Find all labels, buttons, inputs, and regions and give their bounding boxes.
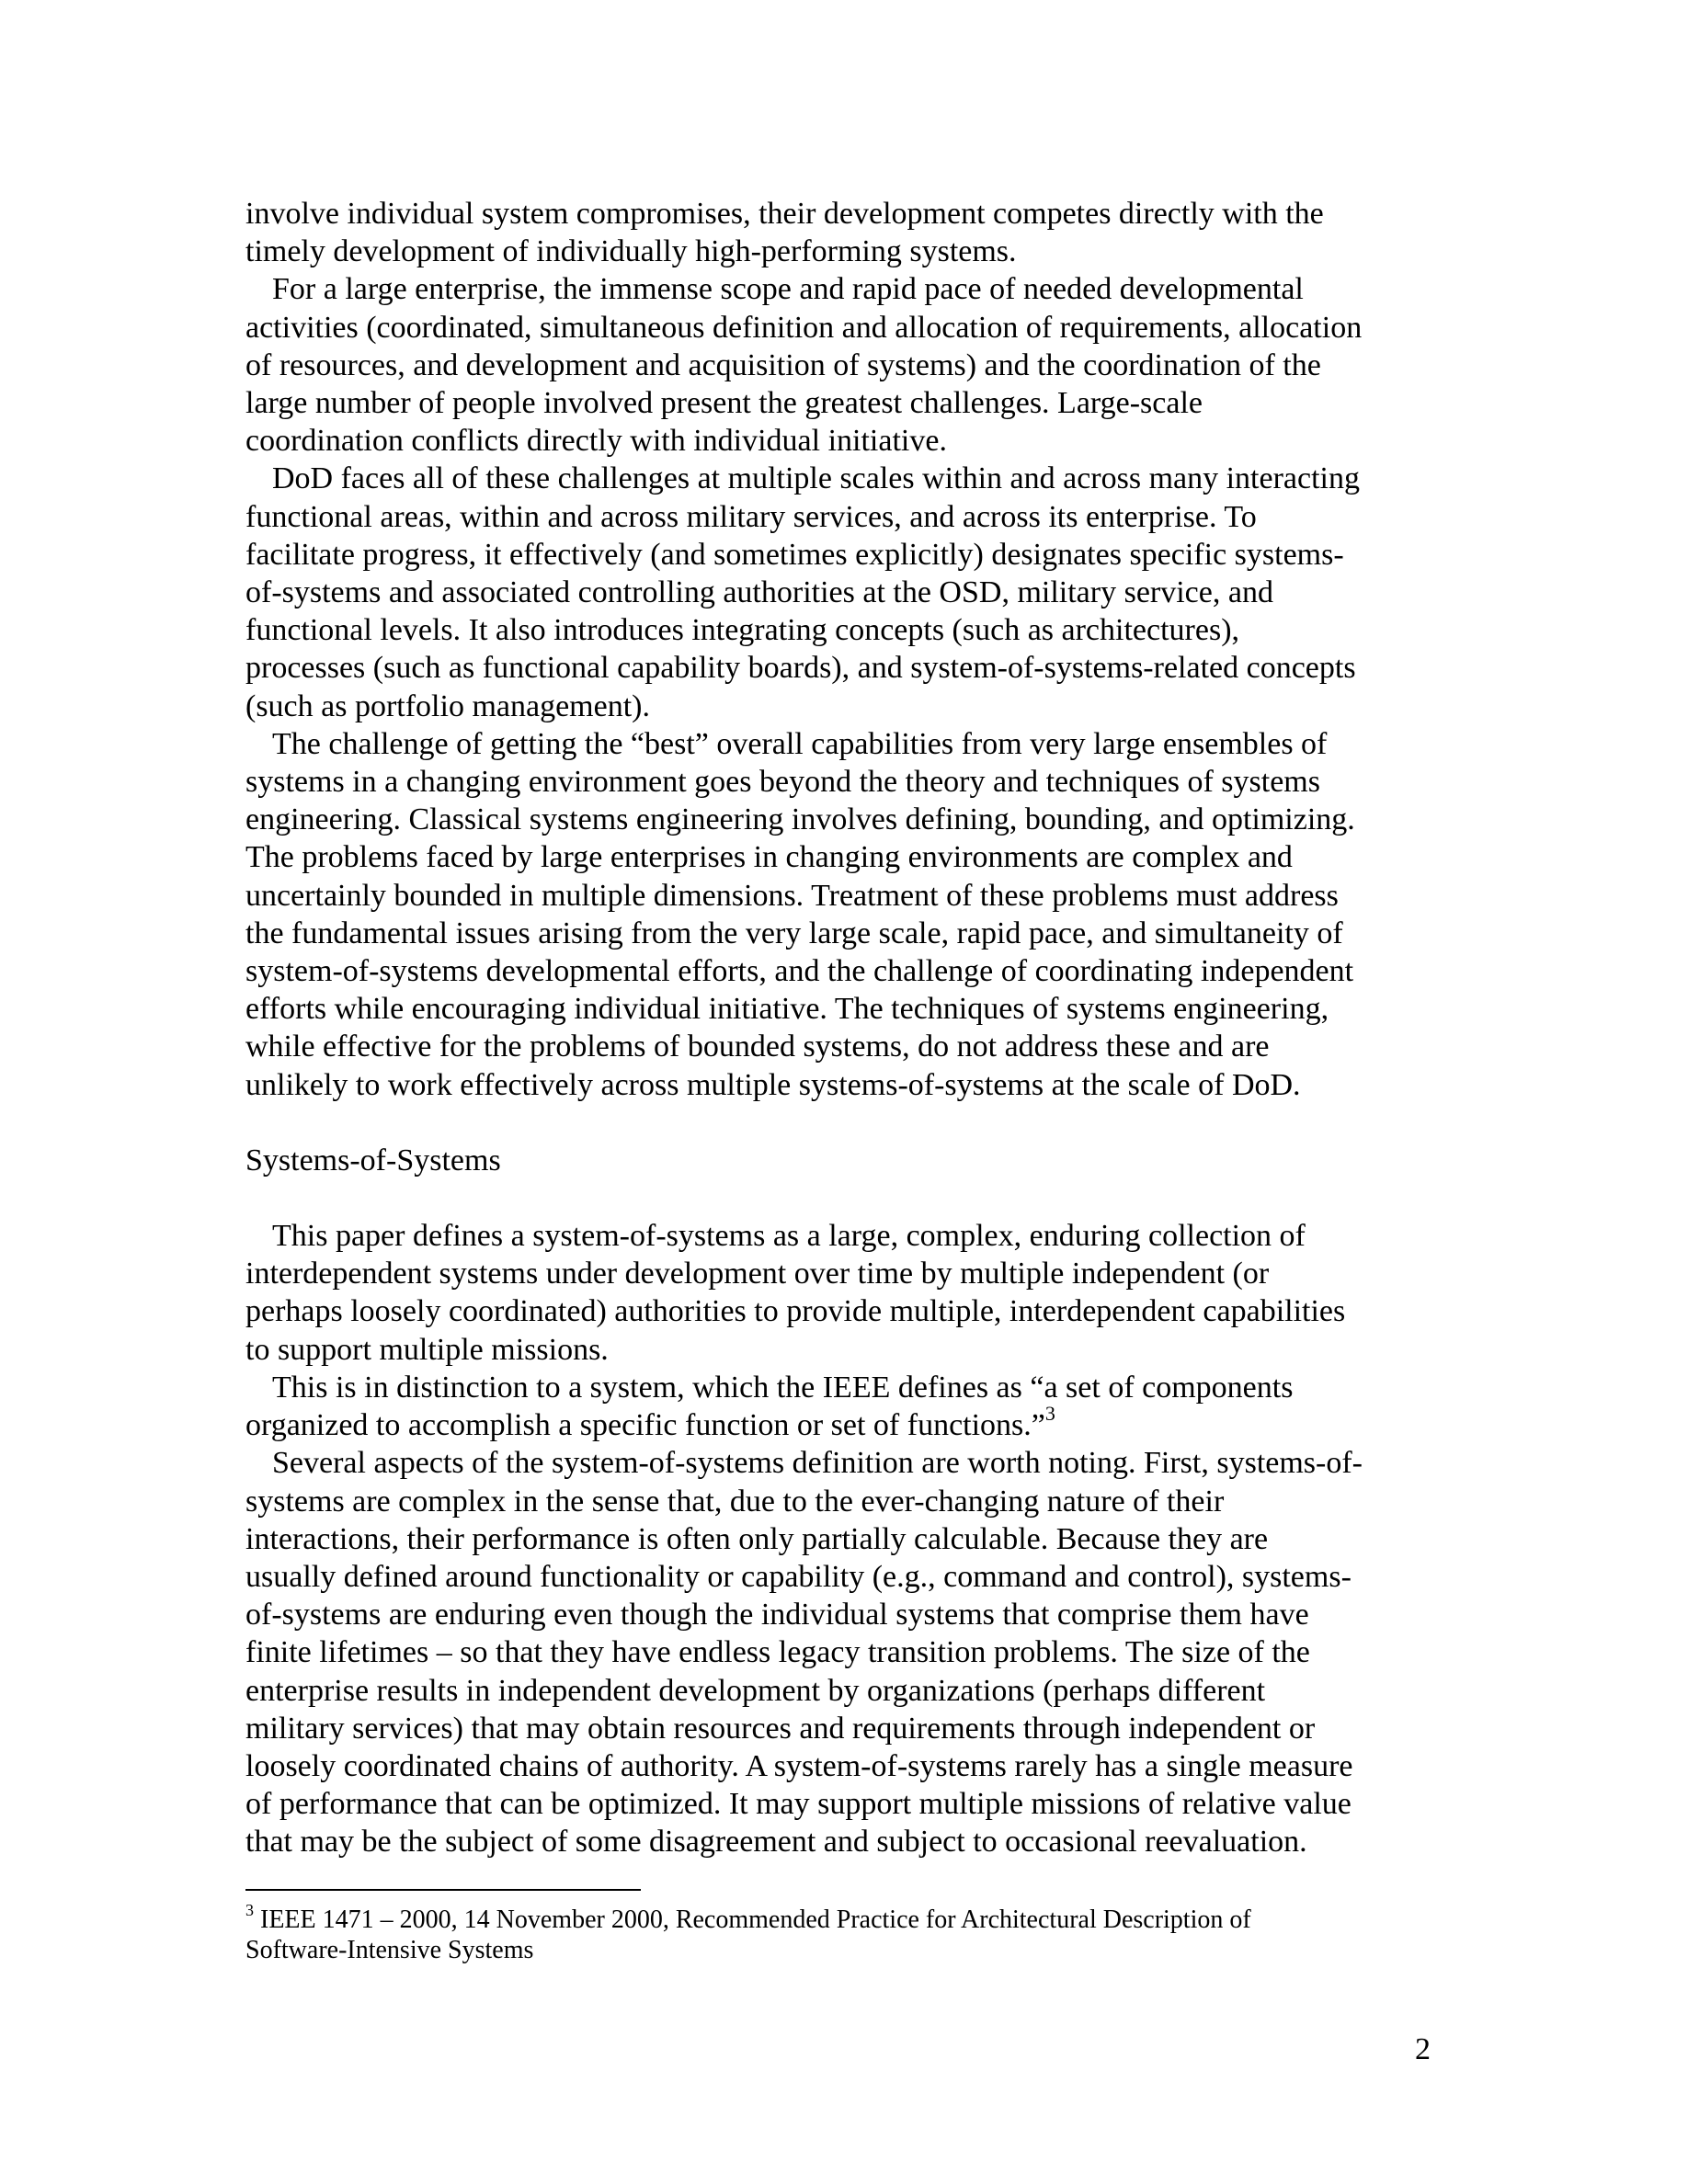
text-line: perhaps loosely coordinated) authorities to provide multiple, interdependent capabilities [245,1294,1346,1329]
text-line: This is in distinction to a system, which the IEEE defines as “a set of components [272,1370,1294,1405]
text-line: The challenge of getting the “best” overall capabilities from very large ensembles of [272,726,1328,761]
text-line: systems in a changing environment goes beyond the theory and techniques of systems [245,765,1320,800]
text-line: processes (such as functional capability boards), and system-of-systems-related concepts [245,651,1356,686]
footnote-marker: 3 [245,1900,254,1919]
text-line: finite lifetimes – so that they have endless legacy transition problems. The size of the [245,1635,1310,1670]
text-line: the fundamental issues arising from the very large scale, rapid pace, and simultaneity of [245,916,1343,950]
text-line: organized to accomplish a specific function or set of functions.” [245,1408,1045,1443]
section-heading: Systems-of-Systems [245,1143,501,1177]
text-line: of resources, and development and acquisition of systems) and the coordination of the [245,347,1321,382]
page-number: 2 [1415,2032,1431,2066]
text-line: facilitate progress, it effectively (and sometimes explicitly) designates specific systems- [245,537,1344,572]
text-line: Several aspects of the system-of-systems definition are worth noting. First, systems-of- [272,1446,1363,1481]
text-line: of performance that can be optimized. It may support multiple missions of relative value [245,1787,1352,1822]
text-line: usually defined around functionality or capability (e.g., command and control), systems- [245,1559,1352,1594]
text-line: This paper defines a system-of-systems as a large, complex, enduring collection of [272,1219,1306,1254]
text-line: large number of people involved present the greatest challenges. Large-scale [245,386,1203,421]
text-line: to support multiple missions. [245,1332,609,1367]
text-line: interdependent systems under development over time by multiple independent (or [245,1257,1270,1291]
section-heading-block [245,1142,1431,1179]
text-line: system-of-systems developmental efforts, and the challenge of coordinating independent [245,954,1354,989]
text-line: DoD faces all of these challenges at multiple scales within and across many interacting [272,461,1360,496]
text-line: of-systems are enduring even though the individual systems that comprise them have [245,1598,1309,1632]
footnote-divider [245,1889,641,1891]
text-line: engineering. Classical systems engineering involves defining, bounding, and optimizing. [245,802,1355,837]
paragraph [245,1369,1431,1444]
footnote [245,1900,1431,1965]
footnote-text: IEEE 1471 – 2000, 14 November 2000, Recommended Practice for Architectural Description of [254,1905,1251,1934]
paragraph [245,270,1431,460]
text-line: involve individual system compromises, their development competes directly with the [245,197,1324,231]
paragraph [245,1217,1431,1369]
text-line: of-systems and associated controlling authorities at the OSD, military service, and [245,575,1273,610]
text-line: enterprise results in independent development by organizations (perhaps different [245,1673,1266,1708]
footnote-line [245,1900,1431,1935]
text-line: functional levels. It also introduces integrating concepts (such as architectures), [245,613,1240,648]
text-line: (such as portfolio management). [245,688,650,723]
text-line: activities (coordinated, simultaneous definition and allocation of requirements, allocation [245,310,1363,345]
text-line: efforts while encouraging individual initiative. The techniques of systems engineering, [245,992,1329,1027]
paragraph [245,460,1431,724]
text-line: uncertainly bounded in multiple dimensions. Treatment of these problems must address [245,878,1339,913]
text-line: interactions, their performance is often only partially calculable. Because they are [245,1521,1269,1556]
text-line-with-footnote [245,1401,1431,1444]
text-line: For a large enterprise, the immense scope and rapid pace of needed developmental [272,272,1304,307]
text-line: loosely coordinated chains of authority. A system-of-systems rarely has a single measure [245,1748,1353,1783]
text-line: timely development of individually high-performing systems. [245,234,1017,269]
text-line: coordination conflicts directly with individual initiative. [245,424,947,459]
text-line: systems are complex in the sense that, due to the ever-changing nature of their [245,1484,1225,1519]
paragraph [245,725,1431,1104]
footnote-reference[interactable]: 3 [1044,1401,1055,1425]
text-line: while effective for the problems of bounded systems, do not address these and are [245,1029,1270,1064]
body-text [245,195,1431,1861]
paragraph [245,1444,1431,1860]
text-line: functional areas, within and across military services, and across its enterprise. To [245,499,1257,534]
paragraph [245,195,1431,270]
footnote-text: Software-Intensive Systems [245,1936,534,1964]
text-line: The problems faced by large enterprises in changing environments are complex and [245,840,1293,875]
text-line: unlikely to work effectively across multiple systems-of-systems at the scale of DoD. [245,1067,1301,1102]
text-line: that may be the subject of some disagreement and subject to occasional reevaluation. [245,1825,1307,1860]
text-line: military services) that may obtain resources and requirements through independent or [245,1711,1316,1746]
